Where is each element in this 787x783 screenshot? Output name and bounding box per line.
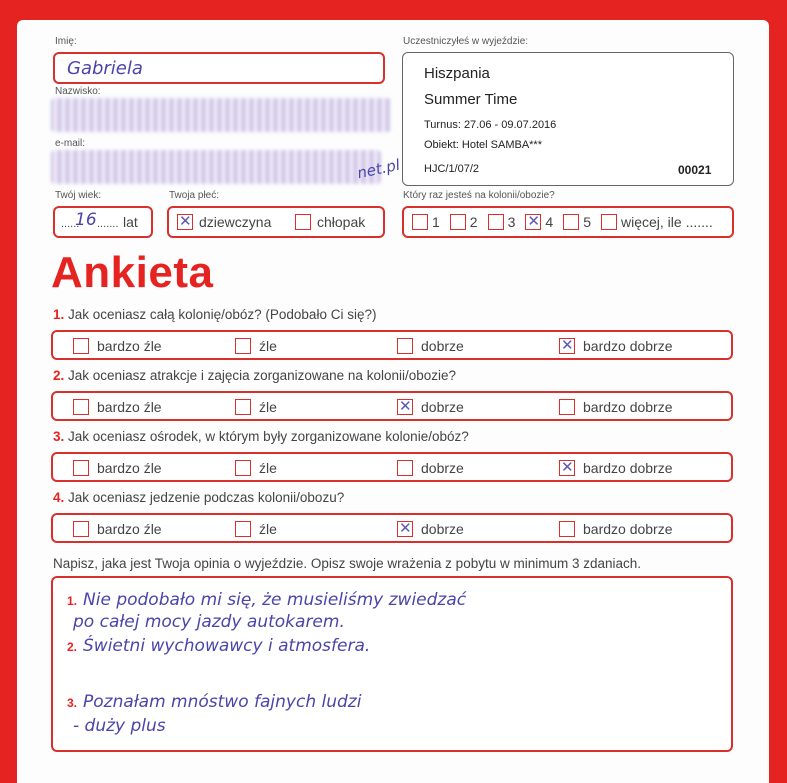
trip-box bbox=[402, 52, 734, 186]
name-field[interactable] bbox=[53, 52, 385, 84]
name-label: Imię: bbox=[55, 36, 77, 47]
age-label: Twój wiek: bbox=[55, 190, 102, 201]
trip-code: HJC/1/07/2 bbox=[424, 163, 480, 175]
rating-label: dobrze bbox=[421, 521, 464, 537]
times-option-3[interactable] bbox=[488, 214, 516, 230]
times-checkbox-1[interactable] bbox=[412, 214, 428, 230]
opinion-prompt: Napisz, jaka jest Twoja opinia o wyjeździe. Opisz swoje wrażenia z pobytu w minimum 3 zdaniach. bbox=[53, 556, 642, 571]
opinion-line-text: po całej mocy jazdy autokarem. bbox=[73, 612, 345, 632]
rating-option[interactable] bbox=[73, 332, 162, 360]
trip-number: 00021 bbox=[678, 163, 712, 177]
opinion-box[interactable] bbox=[51, 576, 733, 752]
rating-label: bardzo dobrze bbox=[583, 338, 673, 354]
opinion-line-number: 3. bbox=[67, 696, 78, 710]
rating-option[interactable] bbox=[235, 393, 277, 421]
rating-option[interactable] bbox=[73, 454, 162, 482]
rating-option[interactable] bbox=[73, 393, 162, 421]
times-option-label: 3 bbox=[507, 214, 516, 230]
times-checkbox-5[interactable] bbox=[563, 214, 579, 230]
age-value: 16 bbox=[75, 210, 97, 230]
rating-checkbox[interactable] bbox=[559, 521, 575, 537]
question-1 bbox=[53, 307, 376, 322]
rating-label: bardzo dobrze bbox=[583, 521, 673, 537]
opinion-line-number: 1. bbox=[67, 594, 78, 608]
rating-checkbox[interactable] bbox=[235, 521, 251, 537]
trip-turnus: Turnus: 27.06 - 09.07.2016 bbox=[424, 119, 557, 131]
times-option-label: więcej, ile ....... bbox=[620, 214, 713, 230]
email-label: e-mail: bbox=[55, 138, 86, 149]
times-options bbox=[412, 214, 717, 230]
times-option-4[interactable] bbox=[525, 214, 553, 230]
gender-male-option[interactable] bbox=[295, 214, 365, 230]
rating-checkbox[interactable] bbox=[559, 338, 575, 354]
gender-female-option[interactable] bbox=[177, 214, 271, 230]
rating-label: źle bbox=[259, 399, 277, 415]
rating-option[interactable] bbox=[397, 393, 464, 421]
rating-option[interactable] bbox=[235, 454, 277, 482]
opinion-line-text: - duży plus bbox=[73, 716, 166, 736]
rating-label: bardzo źle bbox=[97, 399, 162, 415]
rating-checkbox[interactable] bbox=[397, 460, 413, 476]
times-option-1[interactable] bbox=[412, 214, 440, 230]
rating-label: źle bbox=[259, 338, 277, 354]
question-text: Jak oceniasz atrakcje i zajęcia zorganizowane na kolonii/obozie? bbox=[68, 368, 457, 383]
rating-checkbox[interactable] bbox=[235, 338, 251, 354]
times-option-label: 2 bbox=[469, 214, 478, 230]
opinion-line-2 bbox=[67, 612, 345, 632]
surname-redacted bbox=[51, 98, 391, 132]
rating-checkbox[interactable] bbox=[73, 399, 89, 415]
rating-checkbox[interactable] bbox=[73, 338, 89, 354]
rating-label: bardzo źle bbox=[97, 460, 162, 476]
rating-label: bardzo dobrze bbox=[583, 399, 673, 415]
rating-option[interactable] bbox=[397, 332, 464, 360]
times-label: Który raz jesteś na kolonii/obozie? bbox=[403, 190, 555, 201]
opinion-line-1 bbox=[67, 590, 466, 610]
name-value: Gabriela bbox=[67, 58, 143, 79]
age-dots-left: ...... bbox=[61, 218, 80, 230]
rating-option[interactable] bbox=[559, 515, 673, 543]
trip-program: Summer Time bbox=[424, 91, 518, 108]
rating-row-4 bbox=[51, 513, 733, 543]
rating-option[interactable] bbox=[235, 332, 277, 360]
rating-option[interactable] bbox=[559, 393, 673, 421]
rating-label: dobrze bbox=[421, 399, 464, 415]
rating-label: dobrze bbox=[421, 338, 464, 354]
times-option-5[interactable] bbox=[563, 214, 591, 230]
age-dots-right: ....... bbox=[97, 218, 119, 230]
surname-label: Nazwisko: bbox=[55, 86, 101, 97]
gender-male-checkbox[interactable] bbox=[295, 214, 311, 230]
times-option-6[interactable] bbox=[601, 214, 713, 230]
rating-option[interactable] bbox=[235, 515, 277, 543]
opinion-line-3 bbox=[67, 636, 370, 656]
opinion-line-4 bbox=[67, 692, 361, 712]
rating-checkbox[interactable] bbox=[73, 460, 89, 476]
gender-female-checkbox[interactable] bbox=[177, 214, 193, 230]
rating-checkbox[interactable] bbox=[235, 399, 251, 415]
rating-label: bardzo źle bbox=[97, 521, 162, 537]
times-option-label: 4 bbox=[545, 214, 554, 230]
times-field bbox=[402, 206, 734, 238]
times-checkbox-3[interactable] bbox=[488, 214, 504, 230]
age-unit: lat bbox=[123, 214, 138, 230]
gender-field bbox=[167, 206, 385, 238]
rating-checkbox[interactable] bbox=[559, 460, 575, 476]
rating-checkbox[interactable] bbox=[73, 521, 89, 537]
times-option-label: 1 bbox=[432, 214, 440, 230]
opinion-line-number: 2. bbox=[67, 640, 78, 654]
rating-row-2 bbox=[51, 391, 733, 421]
rating-option[interactable] bbox=[397, 515, 464, 543]
question-2 bbox=[53, 368, 456, 383]
opinion-line-text: Poznałam mnóstwo fajnych ludzi bbox=[83, 692, 362, 712]
trip-label: Uczestniczyłeś w wyjeździe: bbox=[403, 36, 529, 47]
question-number: 3. bbox=[53, 429, 65, 444]
times-checkbox-2[interactable] bbox=[450, 214, 466, 230]
rating-checkbox[interactable] bbox=[235, 460, 251, 476]
rating-checkbox[interactable] bbox=[397, 521, 413, 537]
question-number: 4. bbox=[53, 490, 65, 505]
times-checkbox-4[interactable] bbox=[525, 214, 541, 230]
trip-obiekt: Obiekt: Hotel SAMBA*** bbox=[424, 139, 542, 151]
question-text: Jak oceniasz jedzenie podczas kolonii/obozu? bbox=[68, 490, 345, 505]
question-text: Jak oceniasz ośrodek, w którym były zorganizowane kolonie/obóz? bbox=[68, 429, 469, 444]
age-field[interactable] bbox=[53, 206, 153, 238]
opinion-line-text: Nie podobało mi się, że musieliśmy zwiedzać bbox=[83, 590, 467, 610]
gender-label: Twoja płeć: bbox=[169, 190, 220, 201]
question-number: 1. bbox=[53, 307, 65, 322]
times-checkbox-6[interactable] bbox=[601, 214, 617, 230]
rating-label: bardzo dobrze bbox=[583, 460, 673, 476]
gender-male-label: chłopak bbox=[317, 214, 366, 230]
rating-checkbox[interactable] bbox=[397, 338, 413, 354]
survey-sheet bbox=[17, 20, 769, 783]
question-text: Jak oceniasz całą kolonię/obóz? (Podobało Ci się?) bbox=[68, 307, 377, 322]
rating-option[interactable] bbox=[559, 332, 673, 360]
question-number: 2. bbox=[53, 368, 65, 383]
rating-label: źle bbox=[259, 460, 277, 476]
rating-checkbox[interactable] bbox=[397, 399, 413, 415]
rating-checkbox[interactable] bbox=[559, 399, 575, 415]
times-option-2[interactable] bbox=[450, 214, 478, 230]
email-redacted bbox=[51, 150, 381, 184]
rating-row-3 bbox=[51, 452, 733, 482]
gender-female-label: dziewczyna bbox=[199, 214, 272, 230]
opinion-line-5 bbox=[67, 716, 166, 736]
trip-destination: Hiszpania bbox=[424, 65, 490, 82]
rating-row-1 bbox=[51, 330, 733, 360]
times-option-label: 5 bbox=[583, 214, 591, 230]
rating-option[interactable] bbox=[559, 454, 673, 482]
question-4 bbox=[53, 490, 344, 505]
email-tail: net.pl bbox=[355, 155, 402, 183]
rating-label: źle bbox=[259, 521, 277, 537]
survey-title: Ankieta bbox=[51, 248, 214, 297]
rating-option[interactable] bbox=[73, 515, 162, 543]
rating-label: bardzo źle bbox=[97, 338, 162, 354]
opinion-line-text: Świetni wychowawcy i atmosfera. bbox=[83, 636, 371, 656]
rating-label: dobrze bbox=[421, 460, 464, 476]
rating-option[interactable] bbox=[397, 454, 464, 482]
question-3 bbox=[53, 429, 469, 444]
